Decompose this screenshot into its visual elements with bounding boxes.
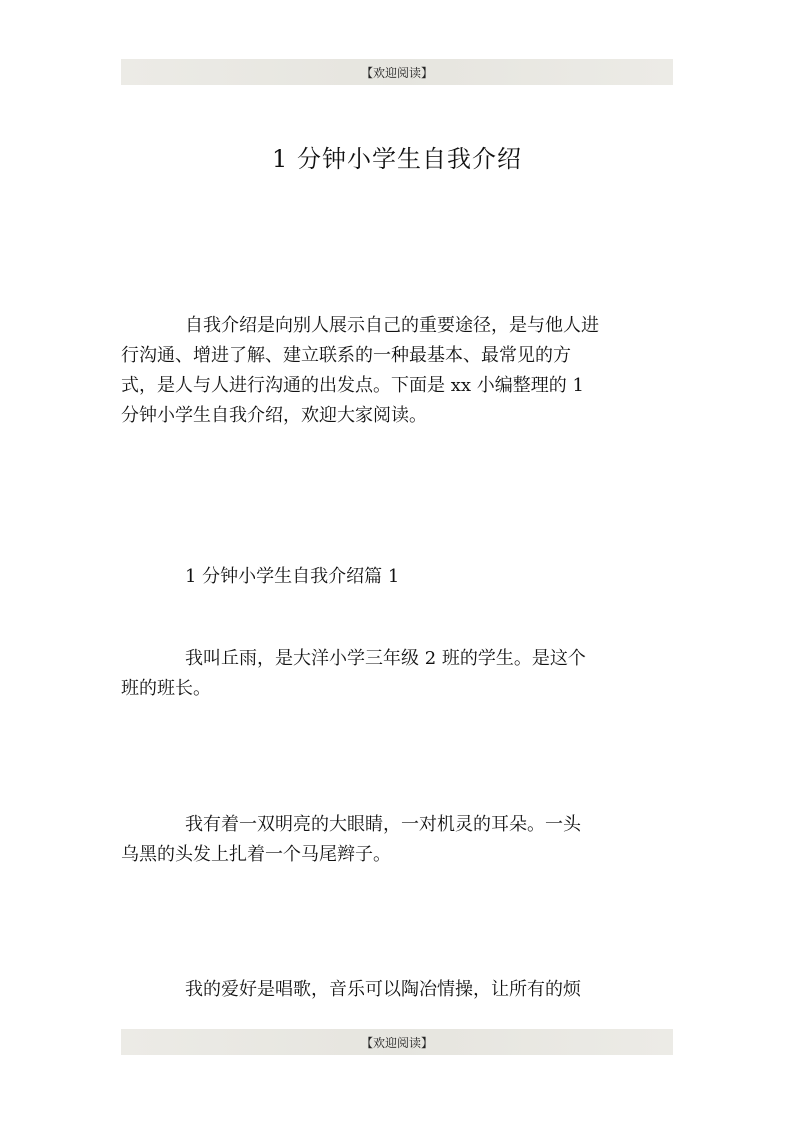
footer-banner: 【欢迎阅读】 [121, 1029, 673, 1055]
intro-paragraph [121, 311, 669, 431]
text-line: 我叫丘雨，是大洋小学三年级 2 班的学生。是这个 [185, 648, 586, 669]
text-line: 行沟通、增进了解、建立联系的一种最基本、最常见的方 [121, 345, 571, 366]
text-line: 1 分钟小学生自我介绍篇 1 [185, 566, 400, 587]
document-title: 1 分钟小学生自我介绍 [272, 145, 522, 173]
paragraph-1 [121, 644, 669, 704]
section-heading [121, 562, 669, 592]
text-line: 式，是人与人进行沟通的出发点。下面是 xx 小编整理的 1 [121, 375, 584, 396]
header-banner: 【欢迎阅读】 [121, 59, 673, 85]
text-line: 分钟小学生自我介绍，欢迎大家阅读。 [121, 405, 427, 426]
text-line: 我的爱好是唱歌，音乐可以陶冶情操，让所有的烦 [185, 979, 581, 1000]
paragraph-3 [121, 975, 669, 1005]
text-line: 乌黑的头发上扎着一个马尾辫子。 [121, 844, 391, 865]
text-line: 我有着一双明亮的大眼睛，一对机灵的耳朵。一头 [185, 814, 581, 835]
text-line: 自我介绍是向别人展示自己的重要途径，是与他人进 [185, 315, 599, 336]
paragraph-2 [121, 810, 669, 870]
text-line: 班的班长。 [121, 678, 211, 699]
